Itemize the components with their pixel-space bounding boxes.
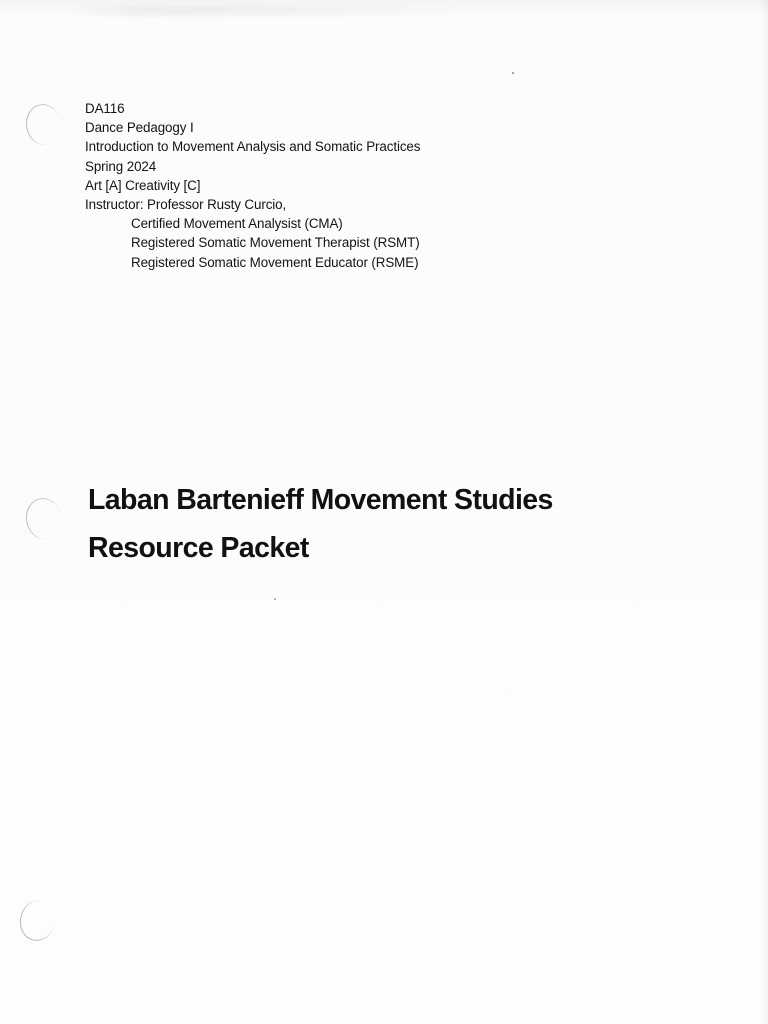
course-code: DA116 bbox=[85, 101, 125, 116]
packet-title-line-2: Resource Packet bbox=[88, 532, 309, 564]
instructor-credential: Registered Somatic Movement Educator (RSME) bbox=[131, 254, 419, 270]
scan-artifact-streak bbox=[60, 6, 480, 16]
course-designation: Art [A] Creativity [C] bbox=[85, 177, 201, 193]
scan-speck bbox=[274, 598, 276, 600]
punch-hole-mark bbox=[23, 102, 63, 147]
instructor-credential: Certified Movement Analysist (CMA) bbox=[131, 216, 343, 232]
course-name: Dance Pedagogy I bbox=[85, 120, 194, 136]
punch-hole-mark bbox=[23, 496, 63, 541]
scan-speck bbox=[512, 72, 514, 74]
course-term: Spring 2024 bbox=[85, 158, 157, 174]
packet-title bbox=[88, 476, 688, 572]
punch-hole-mark bbox=[16, 897, 59, 944]
packet-title-line-1: Laban Bartenieff Movement Studies bbox=[88, 484, 553, 516]
course-info bbox=[85, 99, 505, 272]
scan-artifact-edge bbox=[760, 0, 768, 1024]
instructor-credential: Registered Somatic Movement Therapist (RSMT) bbox=[131, 235, 420, 251]
instructor-line: Instructor: Professor Rusty Curcio, bbox=[85, 197, 287, 213]
course-subtitle: Introduction to Movement Analysis and Somatic Practices bbox=[85, 139, 421, 155]
